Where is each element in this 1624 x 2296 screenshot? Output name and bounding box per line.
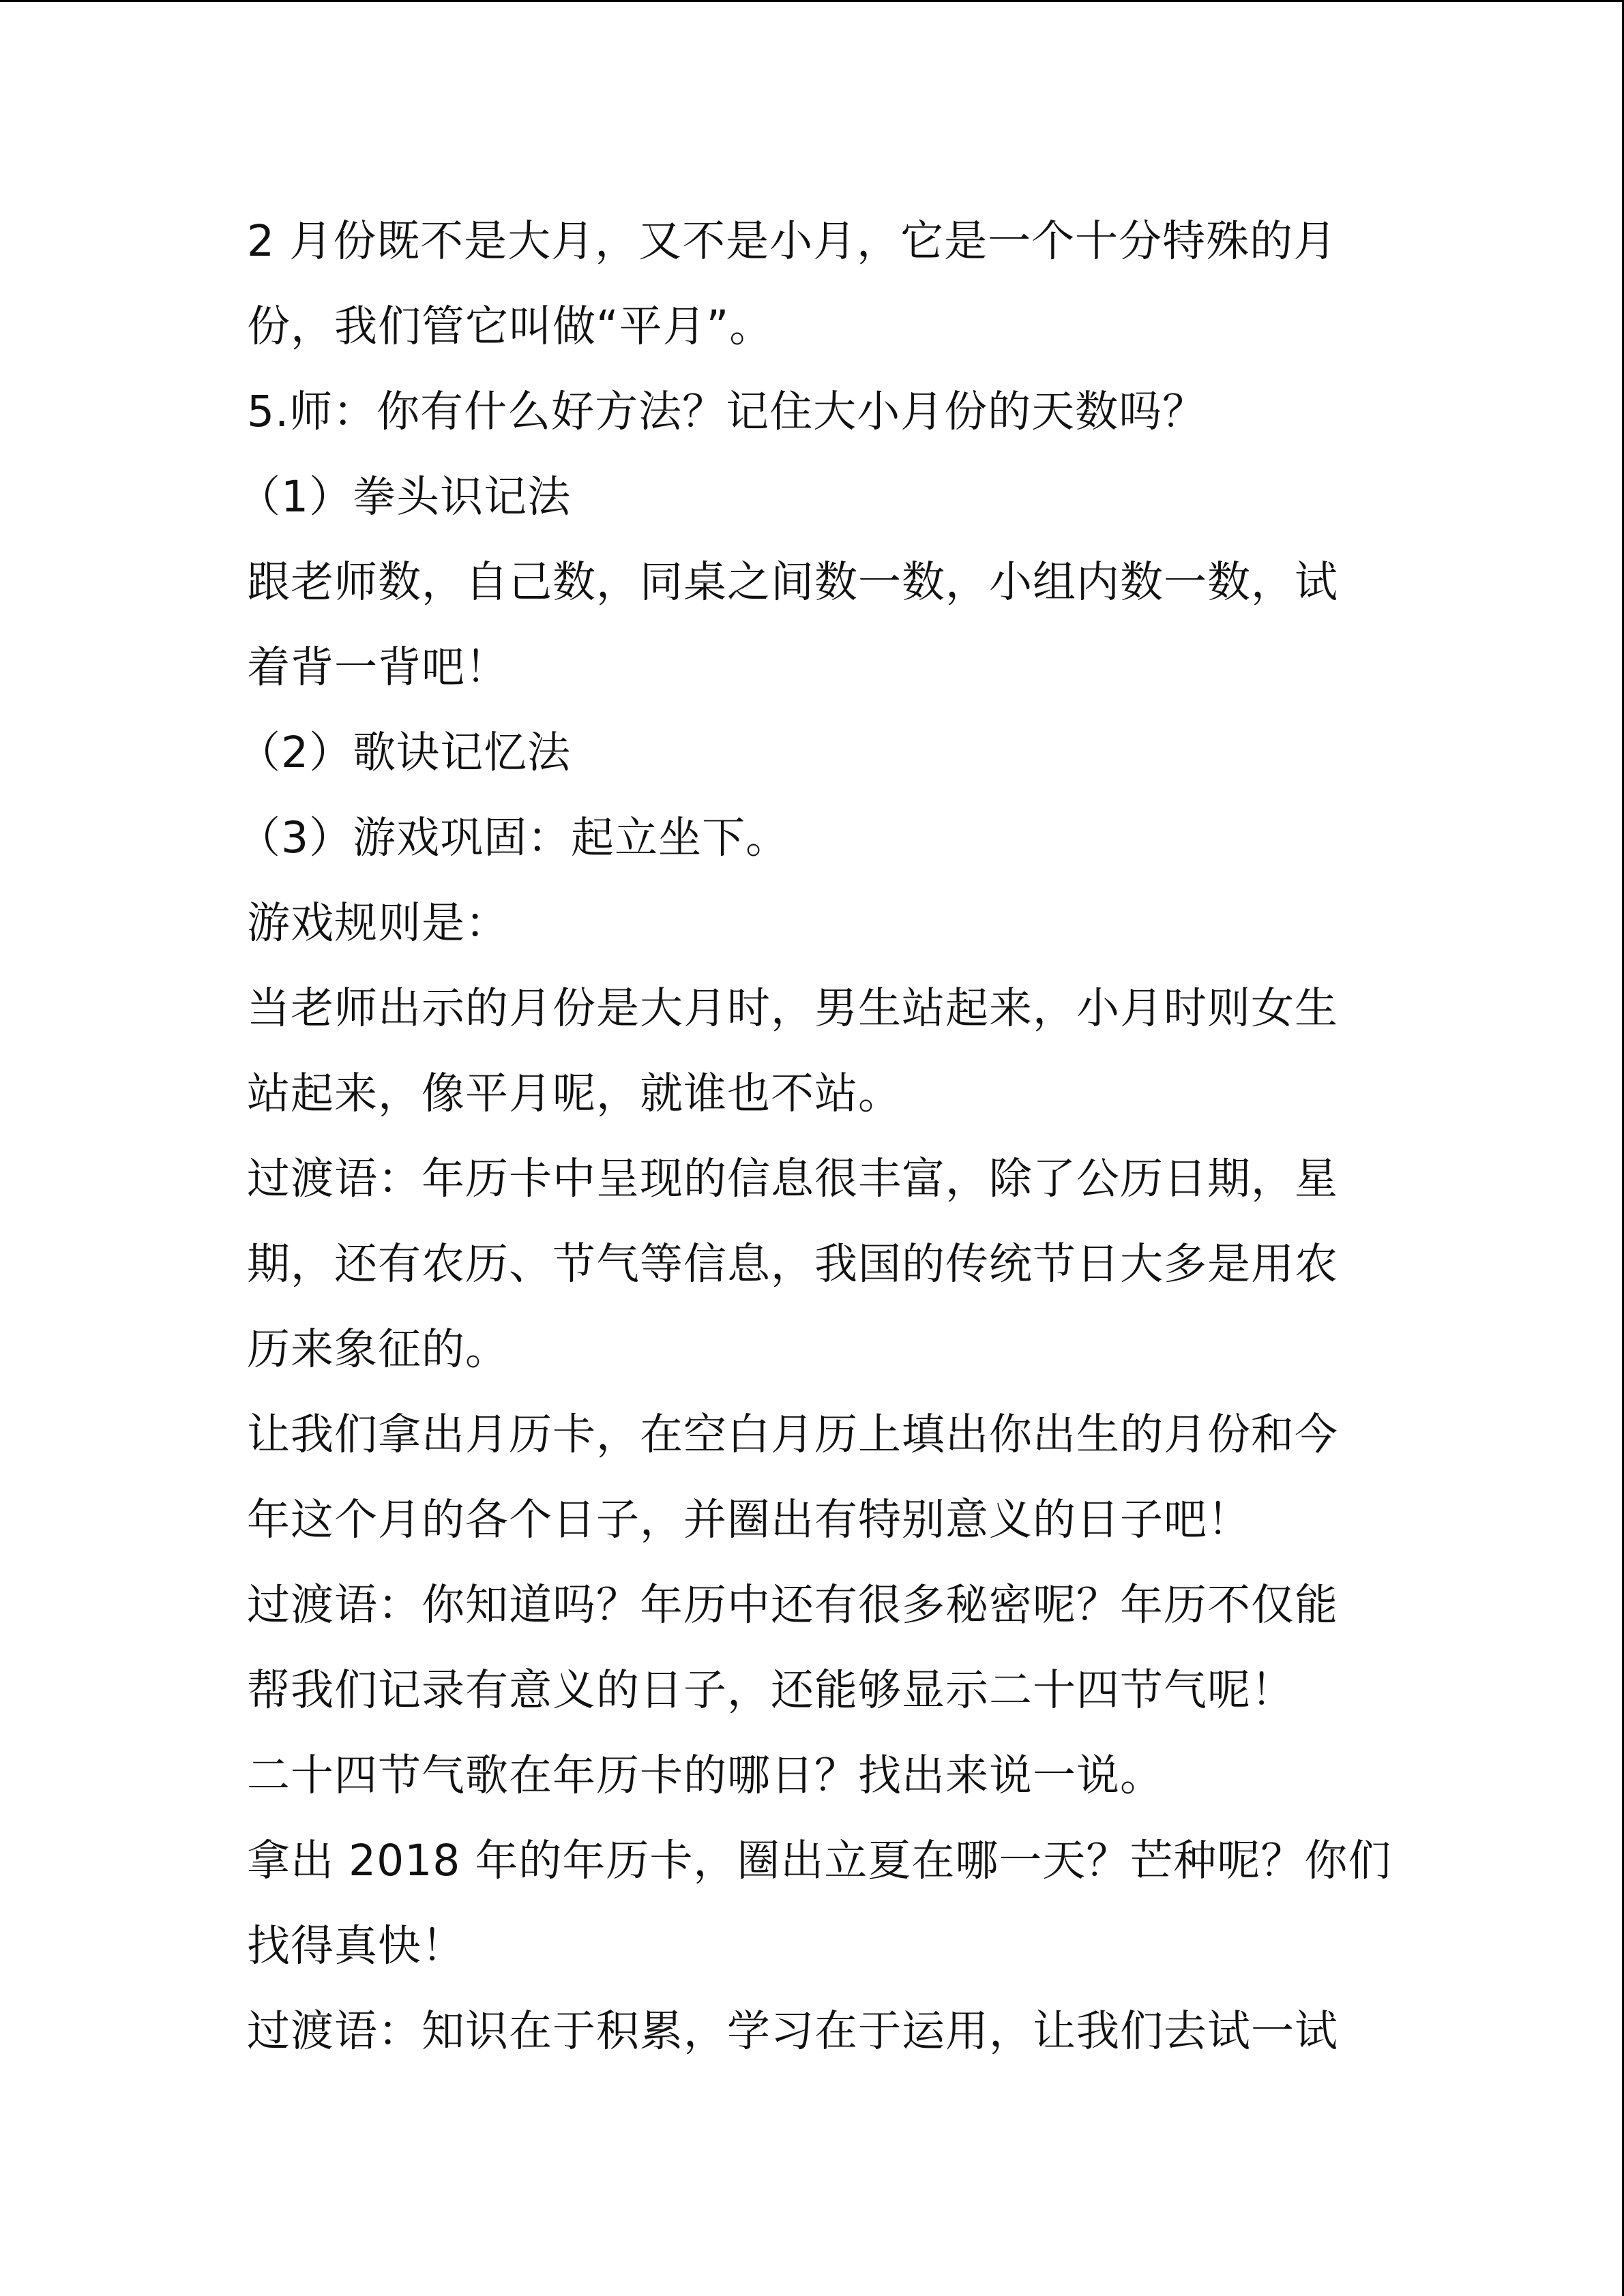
- paragraph-line: 着背一背吧！: [247, 642, 509, 692]
- paragraph-line: 拿出 2018 年的年历卡，圈出立夏在哪一天？芒种呢？你们: [247, 1836, 1392, 1885]
- paragraph-line: 站起来，像平月呢，就谁也不站。: [247, 1069, 902, 1118]
- paragraph-line: 帮我们记录有意义的日子，还能够显示二十四节气呢！: [247, 1665, 1295, 1715]
- paragraph-line: 当老师出示的月份是大月时，男生站起来，小月时则女生: [247, 983, 1338, 1033]
- list-item-heading: （3）游戏巩固：起立坐下。: [237, 813, 790, 863]
- list-item-heading: （2）歌诀记忆法: [237, 728, 572, 777]
- paragraph-line: 份，我们管它叫做“平月”。: [247, 301, 773, 351]
- paragraph-line: 过渡语：你知道吗？年历中还有很多秘密呢？年历不仅能: [247, 1580, 1338, 1630]
- paragraph-line: 年这个月的各个日子，并圈出有特别意义的日子吧！: [247, 1495, 1251, 1545]
- paragraph-line: 5.师：你有什么好方法？记住大小月份的天数吗？: [247, 387, 1207, 436]
- paragraph-line: 跟老师数，自己数，同桌之间数一数，小组内数一数，试: [247, 557, 1338, 607]
- paragraph-line: 历来象征的。: [247, 1324, 509, 1374]
- paragraph-line: 期，还有农历、节气等信息，我国的传统节日大多是用农: [247, 1239, 1338, 1289]
- paragraph-line: 让我们拿出月历卡，在空白月历上填出你出生的月份和今: [247, 1410, 1338, 1459]
- list-item-heading: （1）拳头识记法: [237, 472, 572, 522]
- paragraph-line: 2 月份既不是大月，又不是小月，它是一个十分特殊的月: [247, 216, 1338, 266]
- paragraph-line: 找得真快！: [247, 1921, 465, 1971]
- document-body: [237, 198, 1393, 2074]
- paragraph-line: 游戏规则是：: [247, 898, 509, 948]
- paragraph-line: 过渡语：知识在于积累，学习在于运用，让我们去试一试: [247, 2006, 1338, 2056]
- paragraph-line: 过渡语：年历卡中呈现的信息很丰富，除了公历日期，星: [247, 1154, 1338, 1204]
- paragraph-line: 二十四节气歌在年历卡的哪日？找出来说一说。: [247, 1750, 1164, 1800]
